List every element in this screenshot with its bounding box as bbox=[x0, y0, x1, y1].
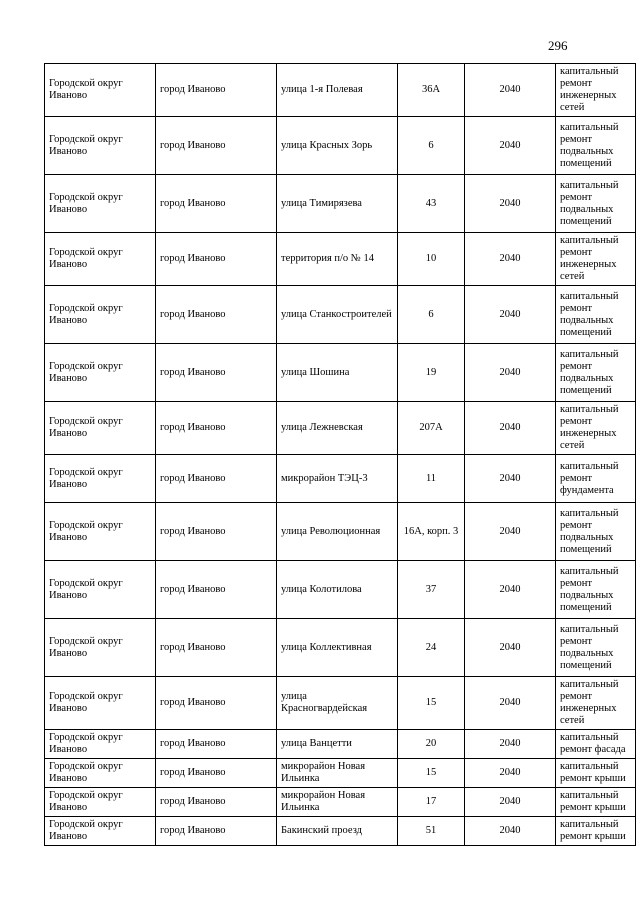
year-cell: 2040 bbox=[465, 117, 556, 175]
year-cell: 2040 bbox=[465, 817, 556, 846]
district-cell: Городской округ Иваново bbox=[45, 402, 156, 455]
table-row bbox=[45, 286, 636, 344]
year-cell: 2040 bbox=[465, 788, 556, 817]
table-row bbox=[45, 344, 636, 402]
city-cell: город Иваново bbox=[156, 64, 277, 117]
house-number-cell: 20 bbox=[398, 730, 465, 759]
table-row bbox=[45, 619, 636, 677]
year-cell: 2040 bbox=[465, 286, 556, 344]
street-cell: улица Революционная bbox=[277, 503, 398, 561]
city-cell: город Иваново bbox=[156, 730, 277, 759]
house-number-cell: 10 bbox=[398, 233, 465, 286]
house-number-cell: 19 bbox=[398, 344, 465, 402]
street-cell: территория п/о № 14 bbox=[277, 233, 398, 286]
page-number: 296 bbox=[548, 38, 568, 53]
district-cell: Городской округ Иваново bbox=[45, 759, 156, 788]
work-type-cell: капитальный ремонт подвальных помещений bbox=[556, 117, 636, 175]
city-cell: город Иваново bbox=[156, 286, 277, 344]
city-cell: город Иваново bbox=[156, 619, 277, 677]
street-cell: микрорайон Новая Ильинка bbox=[277, 788, 398, 817]
street-cell: микрорайон Новая Ильинка bbox=[277, 759, 398, 788]
year-cell: 2040 bbox=[465, 175, 556, 233]
table-row bbox=[45, 788, 636, 817]
city-cell: город Иваново bbox=[156, 455, 277, 503]
table-row bbox=[45, 503, 636, 561]
city-cell: город Иваново bbox=[156, 817, 277, 846]
work-type-cell: капитальный ремонт подвальных помещений bbox=[556, 344, 636, 402]
city-cell: город Иваново bbox=[156, 175, 277, 233]
year-cell: 2040 bbox=[465, 730, 556, 759]
work-type-cell: капитальный ремонт подвальных помещений bbox=[556, 561, 636, 619]
table-row bbox=[45, 561, 636, 619]
district-cell: Городской округ Иваново bbox=[45, 730, 156, 759]
house-number-cell: 37 bbox=[398, 561, 465, 619]
table-row bbox=[45, 677, 636, 730]
city-cell: город Иваново bbox=[156, 233, 277, 286]
district-cell: Городской округ Иваново bbox=[45, 677, 156, 730]
city-cell: город Иваново bbox=[156, 561, 277, 619]
work-type-cell: капитальный ремонт крыши bbox=[556, 759, 636, 788]
work-type-cell: капитальный ремонт инженерных сетей bbox=[556, 402, 636, 455]
district-cell: Городской округ Иваново bbox=[45, 503, 156, 561]
table-row bbox=[45, 730, 636, 759]
district-cell: Городской округ Иваново bbox=[45, 455, 156, 503]
district-cell: Городской округ Иваново bbox=[45, 561, 156, 619]
year-cell: 2040 bbox=[465, 561, 556, 619]
district-cell: Городской округ Иваново bbox=[45, 64, 156, 117]
table-row bbox=[45, 817, 636, 846]
work-type-cell: капитальный ремонт подвальных помещений bbox=[556, 503, 636, 561]
house-number-cell: 6 bbox=[398, 117, 465, 175]
table-row bbox=[45, 117, 636, 175]
table-row bbox=[45, 759, 636, 788]
work-type-cell: капитальный ремонт инженерных сетей bbox=[556, 677, 636, 730]
year-cell: 2040 bbox=[465, 619, 556, 677]
street-cell: Бакинский проезд bbox=[277, 817, 398, 846]
work-type-cell: капитальный ремонт крыши bbox=[556, 817, 636, 846]
city-cell: город Иваново bbox=[156, 344, 277, 402]
street-cell: улица Станкостроителей bbox=[277, 286, 398, 344]
work-type-cell: капитальный ремонт инженерных сетей bbox=[556, 64, 636, 117]
table-body bbox=[45, 64, 636, 846]
year-cell: 2040 bbox=[465, 402, 556, 455]
work-type-cell: капитальный ремонт подвальных помещений bbox=[556, 286, 636, 344]
street-cell: микрорайон ТЭЦ-3 bbox=[277, 455, 398, 503]
street-cell: улица Красногвардейская bbox=[277, 677, 398, 730]
district-cell: Городской округ Иваново bbox=[45, 286, 156, 344]
house-number-cell: 15 bbox=[398, 677, 465, 730]
table-row bbox=[45, 175, 636, 233]
house-number-cell: 17 bbox=[398, 788, 465, 817]
district-cell: Городской округ Иваново bbox=[45, 619, 156, 677]
table-row bbox=[45, 64, 636, 117]
house-number-cell: 6 bbox=[398, 286, 465, 344]
district-cell: Городской округ Иваново bbox=[45, 788, 156, 817]
house-number-cell: 36А bbox=[398, 64, 465, 117]
district-cell: Городской округ Иваново bbox=[45, 817, 156, 846]
street-cell: улица Колотилова bbox=[277, 561, 398, 619]
table-row bbox=[45, 233, 636, 286]
year-cell: 2040 bbox=[465, 503, 556, 561]
year-cell: 2040 bbox=[465, 759, 556, 788]
district-cell: Городской округ Иваново bbox=[45, 117, 156, 175]
work-type-cell: капитальный ремонт подвальных помещений bbox=[556, 175, 636, 233]
year-cell: 2040 bbox=[465, 64, 556, 117]
street-cell: улица Красных Зорь bbox=[277, 117, 398, 175]
district-cell: Городской округ Иваново bbox=[45, 233, 156, 286]
year-cell: 2040 bbox=[465, 677, 556, 730]
street-cell: улица Ванцетти bbox=[277, 730, 398, 759]
work-type-cell: капитальный ремонт инженерных сетей bbox=[556, 233, 636, 286]
table-row bbox=[45, 455, 636, 503]
work-type-cell: капитальный ремонт фундамента bbox=[556, 455, 636, 503]
district-cell: Городской округ Иваново bbox=[45, 175, 156, 233]
city-cell: город Иваново bbox=[156, 677, 277, 730]
house-number-cell: 43 bbox=[398, 175, 465, 233]
house-number-cell: 16А, корп. 3 bbox=[398, 503, 465, 561]
work-type-cell: капитальный ремонт фасада bbox=[556, 730, 636, 759]
year-cell: 2040 bbox=[465, 233, 556, 286]
year-cell: 2040 bbox=[465, 344, 556, 402]
street-cell: улица 1-я Полевая bbox=[277, 64, 398, 117]
year-cell: 2040 bbox=[465, 455, 556, 503]
street-cell: улица Коллективная bbox=[277, 619, 398, 677]
city-cell: город Иваново bbox=[156, 788, 277, 817]
street-cell: улица Тимирязева bbox=[277, 175, 398, 233]
city-cell: город Иваново bbox=[156, 503, 277, 561]
city-cell: город Иваново bbox=[156, 759, 277, 788]
house-number-cell: 15 bbox=[398, 759, 465, 788]
table-row bbox=[45, 402, 636, 455]
house-number-cell: 24 bbox=[398, 619, 465, 677]
city-cell: город Иваново bbox=[156, 117, 277, 175]
house-number-cell: 51 bbox=[398, 817, 465, 846]
district-cell: Городской округ Иваново bbox=[45, 344, 156, 402]
city-cell: город Иваново bbox=[156, 402, 277, 455]
street-cell: улица Лежневская bbox=[277, 402, 398, 455]
house-number-cell: 207А bbox=[398, 402, 465, 455]
repair-schedule-table bbox=[44, 63, 636, 846]
work-type-cell: капитальный ремонт крыши bbox=[556, 788, 636, 817]
house-number-cell: 11 bbox=[398, 455, 465, 503]
street-cell: улица Шошина bbox=[277, 344, 398, 402]
work-type-cell: капитальный ремонт подвальных помещений bbox=[556, 619, 636, 677]
